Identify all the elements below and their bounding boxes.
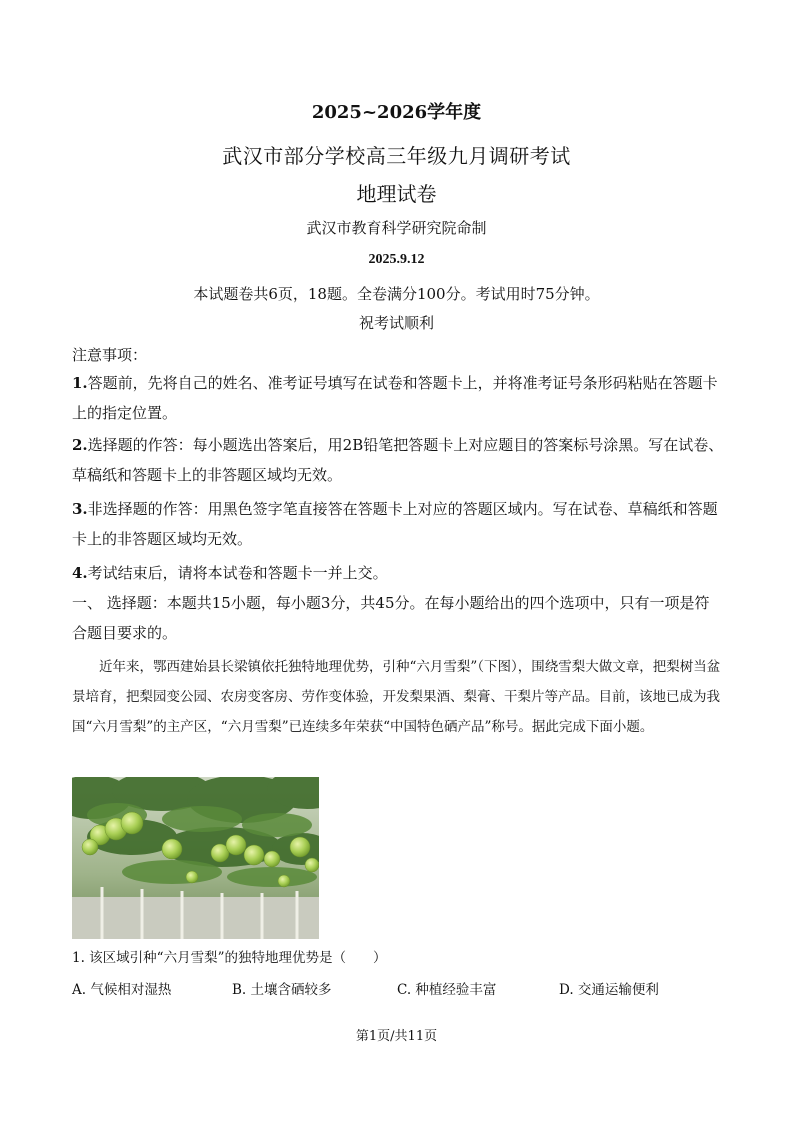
question-1-stem: 1. 该区域引种“六月雪梨”的独特地理优势是（ ）: [72, 950, 387, 966]
section-heading: 一、 选择题：本题共15小题，每小题3分，共45分。在每小题给出的四个选项中，只有一项是符合题目要求的。: [72, 594, 710, 642]
school-year: 2025~2026学年度: [311, 102, 482, 123]
pear-orchard-photo: [72, 777, 319, 939]
option-d: D. 交通运输便利: [559, 982, 659, 998]
notice-text: 选择题的作答：每小题选出答案后，用2B铅笔把答题卡上对应题目的答案标号涂黑。写在试卷、草稿纸和答题卡上的非答题区域均无效。: [72, 436, 724, 484]
exam-title: 武汉市部分学校高三年级九月调研考试: [222, 144, 571, 168]
exam-summary: 本试题卷共6页，18题。全卷满分100分。考试用时75分钟。: [193, 285, 600, 303]
notice-text: 考试结束后，请将本试卷和答题卡一并上交。: [87, 564, 388, 582]
notice-item-3: [72, 494, 724, 554]
exam-date: 2025.9.12: [368, 252, 425, 267]
reading-passage: 近年来，鄂西建始县长梁镇依托独特地理优势，引种“六月雪梨”（下图），围绕雪梨大做文章，把梨树当盆景培育，把梨园变公园、农房变客房、劳作变体验，开发梨果酒、梨膏、干梨片等产品。目前，该地已成为我国“六月雪梨”的主产区，“六月雪梨”已连续多年荣获“中国特色硒产品”称号。据此完成下面小题。: [72, 659, 721, 735]
option-c: C. 种植经验丰富: [397, 982, 497, 998]
notice-item-1: [72, 368, 724, 428]
notice-heading: 注意事项：: [72, 346, 148, 364]
notice-text: 答题前，先将自己的姓名、准考证号填写在试卷和答题卡上，并将准考证号条形码粘贴在答题卡上的指定位置。: [72, 374, 718, 422]
notice-number: 3.: [72, 500, 88, 518]
notice-number: 2.: [72, 436, 88, 454]
good-luck-text: 祝考试顺利: [358, 314, 434, 332]
notice-item-2: [72, 430, 724, 490]
notice-item-4: [72, 558, 724, 588]
notice-number: 1.: [72, 374, 88, 392]
subject-title: 地理试卷: [356, 182, 437, 206]
notice-number: 4.: [72, 564, 88, 582]
notice-text: 非选择题的作答：用黑色签字笔直接答在答题卡上对应的答题区域内。写在试卷、草稿纸和答题卡上的非答题区域均无效。: [72, 500, 718, 548]
page-number: 第1页/共11页: [355, 1029, 438, 1044]
option-b: B. 土壤含硒较多: [232, 982, 332, 998]
issuing-org: 武汉市教育科学研究院命制: [306, 219, 487, 237]
option-a: A. 气候相对湿热: [72, 982, 172, 998]
